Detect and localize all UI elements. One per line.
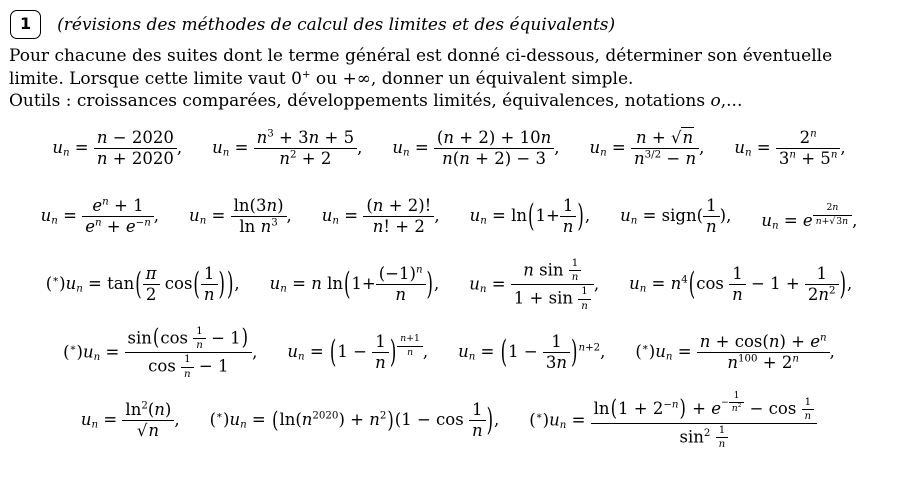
formula: $u_n = (1$ − $\frac{1}{3n}$ )$^{n+2}$, [458, 332, 606, 373]
formula: $u_n$ = $\frac{2^n}{3^n + 5^n}$ , [734, 128, 846, 169]
intro-line-1: Pour chacune des suites dont le terme général est donné ci-dessous, déterminer son éventuelle [9, 46, 833, 66]
formula: $u_n = n^4(\cos$ $\frac{1}{n}$ − 1 + $\frac{1}{2n^2}$ ), [629, 264, 853, 305]
formula-area [8, 117, 890, 453]
formula-row [8, 321, 890, 385]
formula: $u_n = e$ $\frac{2n}{n+√3n}$ , [761, 202, 858, 232]
formula: $u_n$ = $\frac{\ln(3n)}{\ln n^3}$ , [189, 196, 292, 237]
formula: $(^∗)u_n = (\ln(n^{2020}) + n^2)(1 - \cos$ $\frac{1}{n}$ ), [209, 400, 500, 441]
formula-row [8, 185, 890, 249]
exercise-subtitle: (révisions des méthodes de calcul des limites et des équivalents) [57, 14, 616, 35]
formula: $u_n$ = sign( $\frac{1}{n}$ ), [620, 196, 732, 237]
formula-row [8, 253, 890, 317]
formula-row [8, 389, 890, 453]
intro-tools-line: Outils : croissances comparées, développements limités, équivalences, notations o,... [9, 91, 743, 112]
formula: $(^∗)u_n = \tan$( $\frac{\pi}{2}$ cos( $\frac{1}{n}$ ) ), [45, 264, 240, 305]
formula: $u_n$ = $\frac{\ln^2(n)}{√n}$ , [80, 400, 180, 441]
formula: $u_n = (1$ − $\frac{1}{n}$ ) $\frac{n+1}{n}$ , [287, 332, 429, 373]
exercise-header [10, 10, 890, 39]
formula-row [8, 117, 890, 181]
formula: $u_n = n$ ln(1+ $\frac{(-1)^n}{n}$ ), [269, 264, 440, 305]
formula: $(^∗)u_n$ = $\ln(1 + 2^{-n}) + e-$ $\frac{1}{n^2}$ − cos $\frac{1}{n}$ $\sin^2$ $\frac{1}{n}$ [529, 391, 817, 451]
formula: $u_n$ = $\frac{e^n + 1}{e^n + e^{-n}}$ , [40, 196, 160, 237]
formula: $u_n$ = $\frac{(n + 2) + 10n}{n(n + 2) - 3}$ , [392, 128, 560, 169]
exercise-number-box: 1 [10, 10, 41, 39]
exercise-intro [9, 45, 890, 113]
formula: $u_n$ = $\frac{n - 2020}{n + 2020}$ , [52, 128, 183, 169]
formula: $u_n$ = $\frac{n + √n}{n^{3/2} - n}$ , [589, 128, 705, 169]
formula: $(^∗)u_n$ = $\frac{n + \cos(n) + e^n}{n^{100} + 2^n}$ , [635, 332, 835, 373]
formula: $u_n = \ln(1+$ $\frac{1}{n}$ ), [469, 196, 591, 237]
intro-line-2: limite. Lorsque cette limite vaut 0+ ou +∞, donner un équivalent simple. [9, 68, 634, 89]
formula: $u_n$ = n sin $\frac{1}{n}$ 1 + sin $\frac{1}{n}$ , [469, 257, 600, 312]
formula: $u_n$ = $\frac{n^3 + 3n + 5}{n^2 + 2}$ , [212, 128, 363, 169]
formula: $(^∗)u_n$ = sin(cos $\frac{1}{n}$ − 1) cos $\frac{1}{n}$ − 1 , [63, 324, 258, 380]
formula: $u_n$ = $\frac{(n + 2)!}{n! + 2}$ , [321, 196, 440, 237]
